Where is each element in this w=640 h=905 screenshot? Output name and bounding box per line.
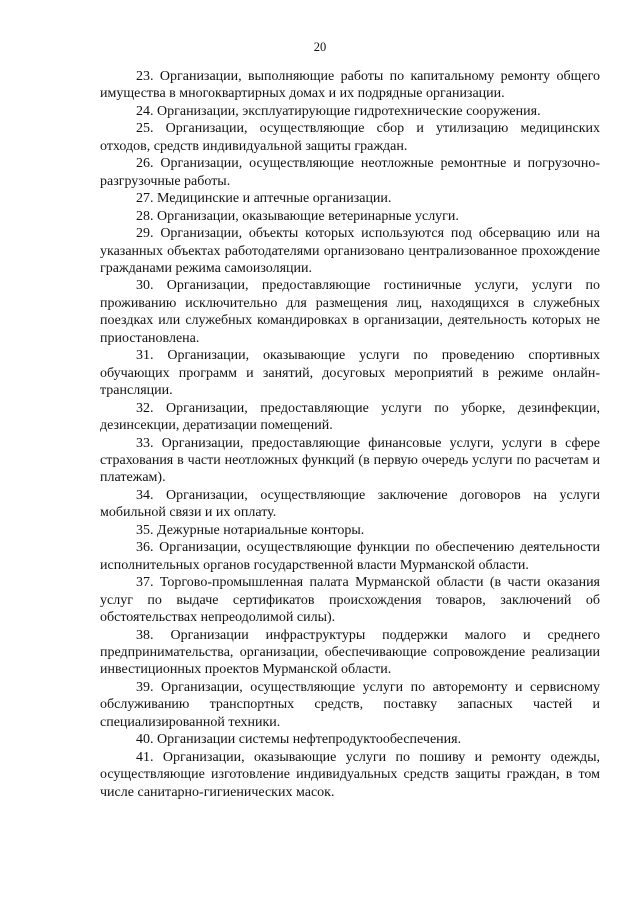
list-item-32: 32. Организации, предоставляющие услуги по уборке, дезинфекции, дезинсекции, дератизации помещений. [100,400,600,434]
list-item-27: 27. Медицинские и аптечные организации. [136,191,392,207]
list-item-28: 28. Организации, оказывающие ветеринарные услуги. [136,208,459,224]
list-item-37: 37. Торгово-промышленная палата Мурманской области (в части оказания услуг по выдаче сертификатов происхождения товаров, заключений об обстоятельствах непреодолимой силы). [100,575,600,626]
list-item-25: 25. Организации, осуществляющие сбор и утилизацию медицинских отходов, средств индивидуальной защиты граждан. [100,121,600,154]
list-item-41: 41. Организации, оказывающие услуги по пошиву и ремонту одежды, осуществляющие изготовление индивидуальных средств защиты граждан, в том числе санитарно-гигиенических масок. [100,749,600,800]
list-item-39: 39. Организации, осуществляющие услуги по авторемонту и сервисному обслуживанию транспортных средств, поставку запасных частей и специализированной техники. [100,679,600,730]
list-item-38: 38. Организации инфраструктуры поддержки малого и среднего предпринимательства, организации, обеспечивающие сопровождение реализации инвестиционных проектов Мурманской области. [100,627,600,678]
list-item-30: 30. Организации, предоставляющие гостиничные услуги, услуги по проживанию исключительно для размещения лиц, находящихся в служебных поездках или служебных командировках в организации, деятельность которых не приостановлена. [100,278,600,346]
list-item-23: 23. Организации, выполняющие работы по капитальному ремонту общего имущества в многоквартирных домах и их подрядные организации. [100,69,600,102]
list-item-26: 26. Организации, осуществляющие неотложные ремонтные и погрузочно-разгрузочные работы. [100,156,600,189]
list-item-35: 35. Дежурные нотариальные конторы. [136,522,365,538]
list-item-29: 29. Организации, объекты которых используются под обсервацию или на указанных объектах работодателями организовано централизованное прохождение гражданами режима самоизоляции. [100,226,600,276]
list-item-36: 36. Организации, осуществляющие функции по обеспечению деятельности исполнительных органов государственной власти Мурманской области. [100,540,600,573]
page-number: 20 [313,40,327,54]
list-item-40: 40. Организации системы нефтепродуктообеспечения. [136,732,462,748]
list-item-33: 33. Организации, предоставляющие финансовые услуги, услуги в сфере страхования в части неотложных функций (в первую очередь услуги по расчетам и платежам). [100,435,600,486]
list-item-34: 34. Организации, осуществляющие заключение договоров на услуги мобильной связи и их оплату. [100,487,600,521]
list-item-24: 24. Организации, эксплуатирующие гидротехнические сооружения. [136,103,541,119]
document-body [100,68,600,801]
list-item-31: 31. Организации, оказывающие услуги по проведению спортивных обучающих программ и занятий, досуговых мероприятий в режиме онлайн-трансляции. [100,348,600,399]
